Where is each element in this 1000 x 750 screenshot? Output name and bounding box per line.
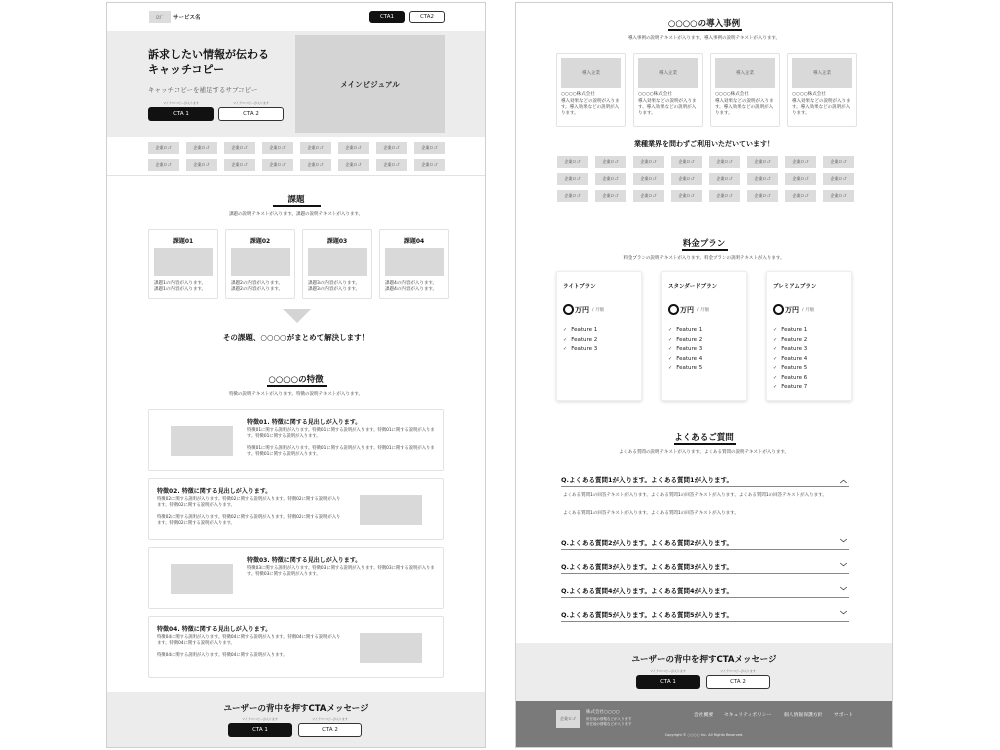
issue-card — [148, 229, 218, 299]
check-icon: ✓ — [668, 355, 673, 362]
issue-card-text: 課題4の内容が入ります。 課題4の内容が入ります。 — [385, 281, 438, 292]
case-card — [710, 53, 780, 127]
chevron-down-icon[interactable]: ﹀ — [840, 586, 847, 595]
case-card — [556, 53, 626, 127]
price-ring-icon — [563, 304, 574, 315]
plan-card[interactable] — [661, 271, 747, 401]
feature-text: 特徴03に関する説明が入ります。特徴03に関する説明が入ります。特徴03に関する説明が入ります。特徴03に関する説明が入ります。 — [247, 566, 435, 577]
feature-title: 特徴03. 特徴に関する見出しが入ります。 — [247, 557, 362, 564]
header-logo[interactable]: ﾛｺﾞ — [149, 11, 171, 23]
chevron-up-icon[interactable]: ︿ — [840, 475, 847, 484]
case-company: ○○○○株式会社 — [715, 92, 749, 97]
plan-feature-item — [773, 327, 807, 333]
case-company: ○○○○株式会社 — [638, 92, 672, 97]
plan-feature-item — [773, 375, 807, 381]
footer-company: 株式会社○○○○ — [586, 710, 620, 715]
industry-logo: 企業ロゴ — [823, 156, 854, 168]
cta2-micro: マイクロコピーが入ります — [312, 717, 348, 721]
plan-feature-label: Feature 3 — [676, 346, 703, 352]
industry-logo: 企業ロゴ — [747, 173, 778, 185]
cta2-micro: マイクロコピーが入ります — [720, 669, 756, 673]
industry-logo: 企業ロゴ — [595, 173, 626, 185]
feature-text: 特徴01に関する説明が入ります。特徴01に関する説明が入ります。特徴01に関する説明が入ります。特徴01に関する説明が入ります。 — [247, 428, 435, 439]
plan-feature-item — [668, 327, 702, 333]
case-company: ○○○○株式会社 — [792, 92, 826, 97]
footer-link-company[interactable]: 会社概要 — [694, 713, 714, 718]
plan-feature-list — [563, 327, 597, 356]
plan-name: スタンダードプラン — [668, 284, 718, 290]
plan-feature-item — [668, 346, 702, 352]
plan-feature-item — [668, 365, 702, 371]
feature-text: 特徴04に関する説明が入ります。特徴04に関する説明が入ります。 — [157, 653, 288, 658]
plan-feature-label: Feature 5 — [676, 365, 703, 371]
issue-card-text: 課題2の内容が入ります。 課題2の内容が入ります。 — [231, 281, 284, 292]
plan-feature-item — [668, 356, 702, 362]
plan-feature-label: Feature 1 — [676, 327, 703, 333]
faq-question: Q.よくある質問5が入ります。よくある質問5が入ります。 — [561, 611, 734, 619]
hero-cta1-micro: マイクロコピーが入ります — [163, 101, 199, 105]
check-icon: ✓ — [773, 336, 778, 343]
plan-feature-label: Feature 2 — [676, 336, 703, 343]
header-cta1-button[interactable]: CTA1 — [369, 11, 405, 23]
client-logo: 企業ロゴ — [224, 159, 255, 171]
case-image: 導入企業 — [715, 58, 775, 88]
industry-logo: 企業ロゴ — [633, 156, 664, 168]
check-icon: ✓ — [773, 327, 778, 333]
plan-feature-label: Feature 6 — [781, 374, 808, 381]
industry-logo: 企業ロゴ — [671, 156, 702, 168]
check-icon: ✓ — [773, 355, 778, 362]
features-desc: 特徴の説明テキストが入ります。特徴の説明テキストが入ります。 — [228, 392, 364, 397]
client-logo: 企業ロゴ — [262, 142, 293, 154]
check-icon: ✓ — [668, 327, 673, 333]
plan-feature-item — [563, 346, 597, 352]
pricing-desc: 料金プランの説明テキストが入ります。料金プランの説明テキストが入ります。 — [623, 256, 785, 261]
client-logo: 企業ロゴ — [338, 142, 369, 154]
footer-address: 所在地の情報などが入ります — [586, 717, 632, 721]
case-image: 導入企業 — [638, 58, 698, 88]
price-ring-icon — [668, 304, 679, 315]
industry-logo: 企業ロゴ — [557, 190, 588, 202]
plan-feature-item — [773, 365, 807, 371]
cases-title: ○○○○の導入事例 — [667, 19, 741, 29]
cta2-button[interactable]: CTA 2 — [706, 675, 770, 689]
faq-desc: よくある質問の説明テキストが入ります。よくある質問の説明テキストが入ります。 — [618, 450, 790, 455]
client-logo: 企業ロゴ — [262, 159, 293, 171]
faq-question: Q.よくある質問2が入ります。よくある質問2が入ります。 — [561, 539, 734, 547]
industry-logo: 企業ロゴ — [595, 190, 626, 202]
industry-logo: 企業ロゴ — [709, 156, 740, 168]
plan-feature-item — [773, 384, 807, 390]
industry-logo: 企業ロゴ — [671, 190, 702, 202]
hero-cta2-button[interactable]: CTA 2 — [218, 107, 284, 121]
features-title: ○○○○の特徴 — [268, 375, 324, 385]
check-icon: ✓ — [773, 374, 778, 381]
faq-question: Q.よくある質問3が入ります。よくある質問3が入ります。 — [561, 563, 734, 571]
faq-answer: よくある質問1の回答テキストが入ります。よくある質問1の回答テキストが入ります。よくある質問1の回答テキストが入ります。 — [563, 493, 827, 498]
check-icon: ✓ — [773, 346, 778, 352]
feature-card — [148, 616, 444, 678]
cta-message: ユーザーの背中を押すCTAメッセージ — [223, 704, 369, 714]
issue-image — [231, 248, 290, 276]
client-logo: 企業ロゴ — [300, 159, 331, 171]
industry-logo: 企業ロゴ — [823, 173, 854, 185]
price-period: / 月額 — [697, 307, 709, 313]
feature-image — [171, 426, 233, 456]
footer-link-privacy[interactable]: 個人情報保護方針 — [784, 713, 823, 718]
faq-question: Q.よくある質問1が入ります。よくある質問1が入ります。 — [561, 476, 734, 484]
pricing-title-underline — [682, 249, 728, 251]
plan-name: プレミアムプラン — [773, 284, 817, 290]
faq-question-row[interactable] — [561, 473, 849, 487]
plan-feature-list — [773, 327, 807, 394]
cta1-micro: マイクロコピーが入ります — [650, 669, 686, 673]
price-unit: 万円 — [680, 305, 694, 314]
feature-title: 特徴02. 特徴に関する見出しが入ります。 — [157, 488, 272, 495]
feature-image — [171, 564, 233, 594]
faq-question: Q.よくある質問4が入ります。よくある質問4が入ります。 — [561, 587, 734, 595]
feature-card — [148, 547, 444, 609]
cta1-button[interactable]: CTA 1 — [228, 723, 292, 737]
case-card — [633, 53, 703, 127]
service-name[interactable]: サービス名 — [173, 15, 201, 21]
issue-card-title: 課題04 — [403, 238, 425, 245]
plan-feature-item — [773, 346, 807, 352]
cta-section — [516, 643, 893, 701]
client-logo: 企業ロゴ — [376, 142, 407, 154]
chevron-down-icon[interactable]: ﹀ — [840, 562, 847, 571]
feature-text: 特徴02に関する説明が入ります。特徴02に関する説明が入ります。特徴02に関する説明が入ります。特徴02に関する説明が入ります。 — [157, 515, 341, 526]
case-company: ○○○○株式会社 — [561, 92, 595, 97]
issue-card — [379, 229, 449, 299]
hero-catch-copy: 訴求したい情報が伝わる キャッチコピー — [148, 48, 269, 76]
footer-logo[interactable]: 企業ロゴ — [556, 710, 580, 728]
plan-feature-label: Feature 2 — [781, 336, 808, 343]
faq-title-underline — [674, 443, 736, 445]
cta1-micro: マイクロコピーが入ります — [242, 717, 278, 721]
cases-title-underline — [668, 29, 742, 31]
check-icon: ✓ — [773, 384, 778, 390]
client-logo: 企業ロゴ — [338, 159, 369, 171]
plan-feature-label: Feature 1 — [781, 327, 808, 333]
issue-card-title: 課題01 — [172, 238, 194, 245]
industry-logo: 企業ロゴ — [595, 156, 626, 168]
faq-question-row[interactable] — [561, 584, 849, 598]
feature-title: 特徴04. 特徴に関する見出しが入ります。 — [157, 626, 272, 633]
feature-card — [148, 478, 444, 540]
chevron-down-icon[interactable]: ﹀ — [840, 610, 847, 619]
plan-feature-label: Feature 2 — [571, 336, 598, 343]
cta1-button[interactable]: CTA 1 — [636, 675, 700, 689]
client-logo: 企業ロゴ — [414, 142, 445, 154]
hero-cta1-button[interactable]: CTA 1 — [148, 107, 214, 121]
cta2-button[interactable]: CTA 2 — [298, 723, 362, 737]
hero-sub-copy: キャッチコピーを補足するサブコピー — [148, 86, 258, 94]
plan-feature-label: Feature 1 — [571, 327, 598, 333]
faq-answer: よくある質問1の回答テキストが入ります。よくある質問1の回答テキストが入ります。 — [563, 511, 739, 516]
issues-desc: 課題の説明テキストが入ります。課題の説明テキストが入ります。 — [228, 212, 364, 217]
feature-card — [148, 409, 444, 471]
divider — [107, 175, 486, 176]
down-arrow-icon — [283, 309, 311, 323]
cta-section — [107, 692, 486, 748]
industry-logo: 企業ロゴ — [633, 190, 664, 202]
client-logo: 企業ロゴ — [376, 159, 407, 171]
header-cta2-button[interactable]: CTA2 — [409, 11, 445, 23]
check-icon: ✓ — [668, 346, 673, 352]
case-image: 導入企業 — [561, 58, 621, 88]
footer-link-security[interactable]: セキュリティポリシー — [724, 713, 772, 718]
feature-image — [360, 495, 422, 525]
plan-feature-label: Feature 3 — [571, 346, 598, 352]
feature-text: 特徴02に関する説明が入ります。特徴02に関する説明が入ります。特徴02に関する説明が入ります。特徴02に関する説明が入ります。 — [157, 497, 341, 508]
plan-feature-item — [563, 327, 597, 333]
cta-message: ユーザーの背中を押すCTAメッセージ — [631, 655, 777, 665]
client-logo: 企業ロゴ — [186, 142, 217, 154]
check-icon: ✓ — [563, 327, 568, 333]
client-logo: 企業ロゴ — [300, 142, 331, 154]
case-card — [787, 53, 857, 127]
case-text: 導入効果などの説明が入ります。導入効果などの説明が入ります。 — [715, 99, 774, 116]
issue-card-text: 課題3の内容が入ります。 課題3の内容が入ります。 — [308, 281, 361, 292]
features-title-underline — [267, 385, 327, 387]
check-icon: ✓ — [668, 336, 673, 343]
issues-title: 課題 — [287, 195, 305, 205]
price-period: / 月額 — [592, 307, 604, 313]
case-image: 導入企業 — [792, 58, 852, 88]
client-logo: 企業ロゴ — [414, 159, 445, 171]
faq-question-row[interactable] — [561, 536, 849, 550]
plan-card[interactable] — [766, 271, 852, 401]
plan-price — [773, 304, 814, 315]
cases-desc: 導入事例の説明テキストが入ります。導入事例の説明テキストが入ります。 — [627, 36, 781, 41]
chevron-down-icon[interactable]: ﹀ — [840, 538, 847, 547]
issue-card — [225, 229, 295, 299]
industry-logo: 企業ロゴ — [747, 156, 778, 168]
case-text: 導入効果などの説明が入ります。導入効果などの説明が入ります。 — [561, 99, 620, 116]
footer-address: 所在地の情報などが入ります — [586, 722, 632, 726]
industry-logo: 企業ロゴ — [709, 190, 740, 202]
main-visual: メインビジュアル — [295, 35, 445, 133]
issue-card-text: 課題1の内容が入ります。 課題1の内容が入ります。 — [154, 281, 207, 292]
hero-cta2-micro: マイクロコピーが入ります — [233, 101, 269, 105]
plan-feature-label: Feature 5 — [781, 365, 808, 371]
issue-image — [308, 248, 367, 276]
plan-feature-item — [668, 337, 702, 343]
price-ring-icon — [773, 304, 784, 315]
industry-logo: 企業ロゴ — [747, 190, 778, 202]
plan-feature-label: Feature 3 — [781, 346, 808, 352]
client-logo: 企業ロゴ — [224, 142, 255, 154]
plan-price — [668, 304, 709, 315]
industry-logo: 企業ロゴ — [785, 190, 816, 202]
price-unit: 万円 — [575, 305, 589, 314]
lp-wireframe-top — [106, 2, 486, 748]
feature-title: 特徴01. 特徴に関する見出しが入ります。 — [247, 419, 362, 426]
plan-price — [563, 304, 604, 315]
plan-card[interactable] — [556, 271, 642, 401]
plan-feature-label: Feature 7 — [781, 384, 808, 390]
industries-title: 業種業界を問わずご利用いただいています！ — [634, 140, 774, 148]
industry-logo: 企業ロゴ — [557, 156, 588, 168]
faq-question-row[interactable] — [561, 560, 849, 574]
check-icon: ✓ — [773, 365, 778, 371]
plan-feature-list — [668, 327, 702, 375]
footer-link-support[interactable]: サポート — [834, 713, 854, 718]
issue-image — [154, 248, 213, 276]
issue-card-title: 課題03 — [326, 238, 348, 245]
industry-logo: 企業ロゴ — [785, 173, 816, 185]
plan-feature-item — [773, 337, 807, 343]
price-period: / 月額 — [802, 307, 814, 313]
plan-name: ライトプラン — [563, 284, 596, 290]
case-text: 導入効果などの説明が入ります。導入効果などの説明が入ります。 — [792, 99, 851, 116]
issue-card-title: 課題02 — [249, 238, 271, 245]
solve-message: その課題、○○○○がまとめて解決します！ — [222, 333, 370, 342]
client-logo: 企業ロゴ — [148, 142, 179, 154]
case-text: 導入効果などの説明が入ります。導入効果などの説明が入ります。 — [638, 99, 697, 116]
faq-question-row[interactable] — [561, 608, 849, 622]
industry-logo: 企業ロゴ — [823, 190, 854, 202]
plan-feature-label: Feature 4 — [781, 355, 808, 362]
price-unit: 万円 — [785, 305, 799, 314]
issues-title-underline — [273, 205, 321, 207]
copyright: Copyright © ○○○○ Inc. All Rights Reserved. — [664, 733, 744, 737]
lp-wireframe-bottom — [515, 2, 893, 748]
issue-image — [385, 248, 444, 276]
check-icon: ✓ — [563, 346, 568, 352]
plan-feature-item — [563, 337, 597, 343]
industry-logo: 企業ロゴ — [671, 173, 702, 185]
check-icon: ✓ — [668, 365, 673, 371]
industry-logo: 企業ロゴ — [709, 173, 740, 185]
feature-text: 特徴04に関する説明が入ります。特徴04に関する説明が入ります。特徴04に関する説明が入ります。特徴04に関する説明が入ります。 — [157, 635, 341, 646]
faq-title: よくあるご質問 — [674, 433, 734, 443]
check-icon: ✓ — [563, 336, 568, 343]
client-logo: 企業ロゴ — [148, 159, 179, 171]
feature-text: 特徴01に関する説明が入ります。特徴01に関する説明が入ります。特徴01に関する説明が入ります。特徴01に関する説明が入ります。 — [247, 446, 435, 457]
issue-card — [302, 229, 372, 299]
industry-logo: 企業ロゴ — [785, 156, 816, 168]
client-logo: 企業ロゴ — [186, 159, 217, 171]
pricing-title: 料金プラン — [682, 239, 726, 249]
industry-logo: 企業ロゴ — [633, 173, 664, 185]
industry-logo: 企業ロゴ — [557, 173, 588, 185]
feature-image — [360, 633, 422, 663]
plan-feature-label: Feature 4 — [676, 355, 703, 362]
plan-feature-item — [773, 356, 807, 362]
